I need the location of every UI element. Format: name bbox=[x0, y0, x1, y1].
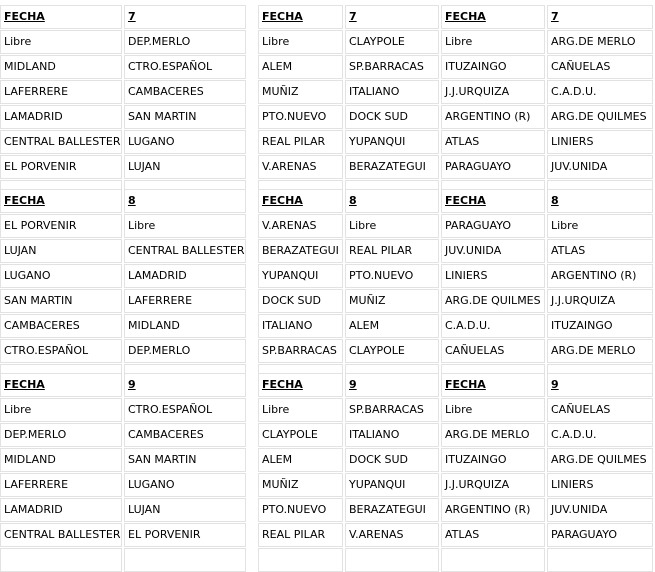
away-team-cell: SP.BARRACAS bbox=[345, 55, 439, 79]
away-team-cell: LUJAN bbox=[124, 498, 246, 522]
away-team-cell: LUJAN bbox=[124, 155, 246, 179]
away-team-cell: ARG.DE QUILMES bbox=[547, 448, 653, 472]
away-team-cell: Libre bbox=[547, 214, 653, 238]
home-team-cell: Libre bbox=[258, 398, 343, 422]
home-team-cell: MIDLAND bbox=[0, 55, 122, 79]
away-team-cell: CAÑUELAS bbox=[547, 398, 653, 422]
home-team-cell: REAL PILAR bbox=[258, 523, 343, 547]
away-team-cell: LAMADRID bbox=[124, 264, 246, 288]
away-team-cell: ARGENTINO (R) bbox=[547, 264, 653, 288]
away-team-cell: ARG.DE MERLO bbox=[547, 339, 653, 363]
away-team-cell: ALEM bbox=[345, 314, 439, 338]
home-team-cell: CENTRAL BALLESTER bbox=[0, 523, 122, 547]
home-team-cell: ARG.DE QUILMES bbox=[441, 289, 545, 313]
fecha-header: FECHA bbox=[441, 189, 545, 213]
away-team-cell: BERAZATEGUI bbox=[345, 498, 439, 522]
fecha-number: 9 bbox=[345, 373, 439, 397]
away-team-cell: SAN MARTIN bbox=[124, 448, 246, 472]
home-team-cell: V.ARENAS bbox=[258, 155, 343, 179]
away-team-cell: SAN MARTIN bbox=[124, 105, 246, 129]
away-team-cell: C.A.D.U. bbox=[547, 423, 653, 447]
away-team-cell: YUPANQUI bbox=[345, 130, 439, 154]
away-team-cell: PARAGUAYO bbox=[547, 523, 653, 547]
home-team-cell: PTO.NUEVO bbox=[258, 498, 343, 522]
home-team-cell: ALEM bbox=[258, 448, 343, 472]
home-team-cell: ITUZAINGO bbox=[441, 448, 545, 472]
home-team-cell: Libre bbox=[258, 30, 343, 54]
away-team-cell: ARG.DE MERLO bbox=[547, 30, 653, 54]
away-team-cell: CAMBACERES bbox=[124, 423, 246, 447]
away-team-cell: LUGANO bbox=[124, 473, 246, 497]
away-team-cell: LUGANO bbox=[124, 130, 246, 154]
home-team-cell: ITALIANO bbox=[258, 314, 343, 338]
away-team-cell: V.ARENAS bbox=[345, 523, 439, 547]
away-team-cell: CLAYPOLE bbox=[345, 30, 439, 54]
away-team-cell: Libre bbox=[124, 214, 246, 238]
home-team-cell: ALEM bbox=[258, 55, 343, 79]
fecha-number: 9 bbox=[547, 373, 653, 397]
away-team-cell: LAFERRERE bbox=[124, 289, 246, 313]
away-team-cell: ARG.DE QUILMES bbox=[547, 105, 653, 129]
away-team-cell: DEP.MERLO bbox=[124, 339, 246, 363]
fecha-header: FECHA bbox=[441, 5, 545, 29]
fecha-number: 7 bbox=[124, 5, 246, 29]
home-team-cell: LAFERRERE bbox=[0, 473, 122, 497]
fecha-number: 7 bbox=[547, 5, 653, 29]
fecha-header: FECHA bbox=[0, 189, 122, 213]
home-team-cell: LAMADRID bbox=[0, 105, 122, 129]
away-team-cell: DEP.MERLO bbox=[124, 30, 246, 54]
away-team-cell: Libre bbox=[345, 214, 439, 238]
home-team-cell: LUJAN bbox=[0, 239, 122, 263]
home-team-cell: MUÑIZ bbox=[258, 473, 343, 497]
fecha-header: FECHA bbox=[258, 373, 343, 397]
spacer-cell bbox=[124, 548, 246, 572]
home-team-cell: ITUZAINGO bbox=[441, 55, 545, 79]
home-team-cell: Libre bbox=[441, 30, 545, 54]
away-team-cell: BERAZATEGUI bbox=[345, 155, 439, 179]
spacer-cell bbox=[345, 548, 439, 572]
home-team-cell: PARAGUAYO bbox=[441, 214, 545, 238]
home-team-cell: C.A.D.U. bbox=[441, 314, 545, 338]
fecha-number: 9 bbox=[124, 373, 246, 397]
away-team-cell: LINIERS bbox=[547, 473, 653, 497]
home-team-cell: ARGENTINO (R) bbox=[441, 498, 545, 522]
away-team-cell: ITUZAINGO bbox=[547, 314, 653, 338]
home-team-cell: LAFERRERE bbox=[0, 80, 122, 104]
fecha-number: 7 bbox=[345, 5, 439, 29]
home-team-cell: EL PORVENIR bbox=[0, 214, 122, 238]
home-team-cell: ATLAS bbox=[441, 523, 545, 547]
away-team-cell: MUÑIZ bbox=[345, 289, 439, 313]
spacer-cell bbox=[547, 548, 653, 572]
away-team-cell: CTRO.ESPAÑOL bbox=[124, 398, 246, 422]
home-team-cell: LUGANO bbox=[0, 264, 122, 288]
fecha-number: 8 bbox=[124, 189, 246, 213]
home-team-cell: MIDLAND bbox=[0, 448, 122, 472]
home-team-cell: YUPANQUI bbox=[258, 264, 343, 288]
away-team-cell: JUV.UNIDA bbox=[547, 155, 653, 179]
away-team-cell: ITALIANO bbox=[345, 423, 439, 447]
home-team-cell: J.J.URQUIZA bbox=[441, 473, 545, 497]
home-team-cell: SAN MARTIN bbox=[0, 289, 122, 313]
home-team-cell: ATLAS bbox=[441, 130, 545, 154]
home-team-cell: PTO.NUEVO bbox=[258, 105, 343, 129]
home-team-cell: CTRO.ESPAÑOL bbox=[0, 339, 122, 363]
home-team-cell: CAMBACERES bbox=[0, 314, 122, 338]
home-team-cell: LINIERS bbox=[441, 264, 545, 288]
home-team-cell: Libre bbox=[0, 398, 122, 422]
home-team-cell: DOCK SUD bbox=[258, 289, 343, 313]
home-team-cell: ARG.DE MERLO bbox=[441, 423, 545, 447]
away-team-cell: DOCK SUD bbox=[345, 448, 439, 472]
home-team-cell: REAL PILAR bbox=[258, 130, 343, 154]
away-team-cell: ATLAS bbox=[547, 239, 653, 263]
away-team-cell: MIDLAND bbox=[124, 314, 246, 338]
home-team-cell: LAMADRID bbox=[0, 498, 122, 522]
away-team-cell: ITALIANO bbox=[345, 80, 439, 104]
home-team-cell: SP.BARRACAS bbox=[258, 339, 343, 363]
home-team-cell: JUV.UNIDA bbox=[441, 239, 545, 263]
spacer-cell bbox=[258, 548, 343, 572]
home-team-cell: J.J.URQUIZA bbox=[441, 80, 545, 104]
away-team-cell: LINIERS bbox=[547, 130, 653, 154]
home-team-cell: MUÑIZ bbox=[258, 80, 343, 104]
away-team-cell: CAMBACERES bbox=[124, 80, 246, 104]
fecha-header: FECHA bbox=[0, 373, 122, 397]
fecha-header: FECHA bbox=[0, 5, 122, 29]
fecha-header: FECHA bbox=[258, 189, 343, 213]
away-team-cell: PTO.NUEVO bbox=[345, 264, 439, 288]
spacer-cell bbox=[441, 548, 545, 572]
home-team-cell: DEP.MERLO bbox=[0, 423, 122, 447]
home-team-cell: CAÑUELAS bbox=[441, 339, 545, 363]
home-team-cell: Libre bbox=[0, 30, 122, 54]
fecha-header: FECHA bbox=[258, 5, 343, 29]
away-team-cell: EL PORVENIR bbox=[124, 523, 246, 547]
home-team-cell: ARGENTINO (R) bbox=[441, 105, 545, 129]
fecha-header: FECHA bbox=[441, 373, 545, 397]
home-team-cell: EL PORVENIR bbox=[0, 155, 122, 179]
away-team-cell: JUV.UNIDA bbox=[547, 498, 653, 522]
away-team-cell: CENTRAL BALLESTER bbox=[124, 239, 246, 263]
home-team-cell: CLAYPOLE bbox=[258, 423, 343, 447]
fecha-number: 8 bbox=[345, 189, 439, 213]
home-team-cell: V.ARENAS bbox=[258, 214, 343, 238]
away-team-cell: YUPANQUI bbox=[345, 473, 439, 497]
fecha-number: 8 bbox=[547, 189, 653, 213]
home-team-cell: Libre bbox=[441, 398, 545, 422]
home-team-cell: BERAZATEGUI bbox=[258, 239, 343, 263]
home-team-cell: CENTRAL BALLESTER bbox=[0, 130, 122, 154]
home-team-cell: PARAGUAYO bbox=[441, 155, 545, 179]
away-team-cell: SP.BARRACAS bbox=[345, 398, 439, 422]
away-team-cell: J.J.URQUIZA bbox=[547, 289, 653, 313]
away-team-cell: CTRO.ESPAÑOL bbox=[124, 55, 246, 79]
away-team-cell: REAL PILAR bbox=[345, 239, 439, 263]
away-team-cell: CAÑUELAS bbox=[547, 55, 653, 79]
away-team-cell: DOCK SUD bbox=[345, 105, 439, 129]
spacer-cell bbox=[0, 548, 122, 572]
away-team-cell: CLAYPOLE bbox=[345, 339, 439, 363]
away-team-cell: C.A.D.U. bbox=[547, 80, 653, 104]
